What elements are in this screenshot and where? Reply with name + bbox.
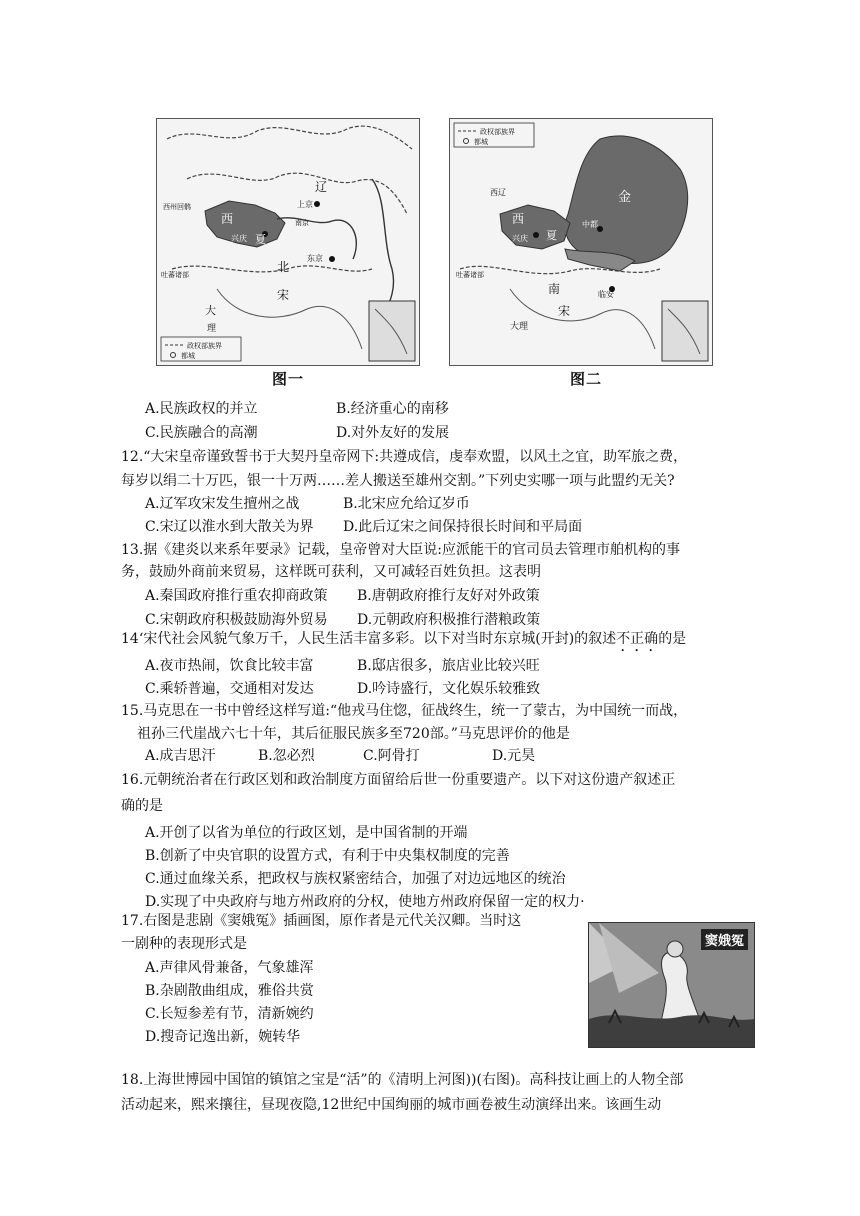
q17-option-d[interactable]: D.搜奇记逸出新，婉转华 [145, 1029, 301, 1045]
map-one-label-dongjing: 东京 [307, 254, 323, 263]
map-one-label-shangjing: 上京 [297, 200, 313, 209]
map-two-label-tubo: 吐蕃诸部 [456, 271, 484, 279]
map-two-label-xiliao: 西辽 [490, 188, 506, 197]
q16-stem-line-1: 16.元朝统治者在行政区划和政治制度方面留给后世一份重要遗产。以下对这份遗产叙述正 [121, 772, 676, 788]
dou-e-illustration-title: 窦娥冤 [701, 929, 748, 950]
q12-option-b[interactable]: B.北宋应允给辽岁币 [343, 496, 470, 512]
q16-stem-line-2: 确的是 [121, 798, 163, 814]
map-two-label-zhongdu: 中都 [582, 220, 598, 229]
q15-stem-line-2: 祖孙三代崖战六七十年，其后征服民族多至720部。”马克思评价的他是 [137, 726, 570, 742]
q12-stem-line-2: 每岁以绢二十万匹，银一十万两……差人搬送至雄州交割。”下列史实哪一项与此盟约无关? [121, 473, 675, 489]
q14-stem-post: 的是 [658, 631, 687, 647]
q15-option-b[interactable]: B.忽必烈 [258, 748, 315, 764]
q11-option-c[interactable]: C.民族融合的高潮 [145, 425, 258, 441]
map-one-label-nanjing: 南京 [295, 219, 309, 227]
q16-option-d[interactable]: D.实现了中央政府与地方州政府的分权，使地方州政府保留一定的权力· [145, 894, 585, 910]
map-two-label-dali: 大理 [510, 322, 529, 332]
map-one-label-tubo: 吐蕃诸部 [161, 271, 189, 279]
q17-option-a[interactable]: A.声律风骨兼备，气象雄浑 [145, 960, 314, 976]
map-one-label-li: 理 [207, 324, 217, 334]
q14-stem-emphasis: 不正确 [616, 631, 659, 647]
q14-option-c[interactable]: C.乘轿普遍，交通相对发达 [145, 681, 314, 697]
map-one-drawing [157, 119, 419, 365]
q18-stem-line-2: 活动起来，熙来攘往，昼现夜隐,12世纪中国绚丽的城市画卷被生动演绎出来。该画生动 [121, 1097, 662, 1113]
q16-option-a[interactable]: A.开创了以省为单位的行政区划，是中国省制的开端 [145, 825, 468, 841]
map-two-label-xingqing: 兴庆 [512, 234, 528, 243]
q17-stem-line-2: 一剧种的表现形式是 [121, 936, 247, 952]
map-one [156, 118, 420, 366]
map-one-label-xia: 夏 [255, 233, 266, 246]
q17-option-b[interactable]: B.杂剧散曲组成，雅俗共赏 [145, 983, 314, 999]
map-one-label-song: 宋 [277, 288, 290, 302]
map-one-label-liao: 辽 [315, 180, 328, 194]
map-two-label-song: 宋 [558, 304, 571, 318]
map-two-label-xia: 夏 [546, 229, 557, 242]
q15-option-c[interactable]: C.阿骨打 [363, 748, 420, 764]
q17-stem-line-1: 17.右图是悲剧《窦娥冤》插画图，原作者是元代关汉卿。当时这 [121, 913, 522, 929]
q11-option-d[interactable]: D.对外友好的发展 [336, 425, 450, 441]
q15-option-a[interactable]: A.成吉思汗 [145, 748, 216, 764]
map-two [449, 118, 713, 366]
map-two-label-nan: 南 [548, 282, 561, 296]
q16-option-b[interactable]: B.创新了中央官职的设置方式，有利于中央集权制度的完善 [145, 848, 510, 864]
q17-option-c[interactable]: C.长短参差有节，清新婉约 [145, 1006, 314, 1022]
q16-option-c[interactable]: C.通过血缘关系，把政权与族权紧密结合，加强了对边远地区的统治 [145, 871, 566, 887]
q12-option-d[interactable]: D.此后辽宋之间保持很长时间和平局面 [343, 519, 583, 535]
q13-option-b[interactable]: B.唐朝政府推行友好对外政策 [357, 588, 540, 604]
map-two-label-jin: 金 [618, 190, 632, 205]
q14-option-d[interactable]: D.吟诗盛行，文化娱乐较雅致 [357, 681, 541, 697]
q14-option-a[interactable]: A.夜市热闹，饮食比较丰富 [145, 658, 314, 674]
map-one-legend-capital: 都城 [181, 352, 195, 360]
q13-option-c[interactable]: C.宋朝政府积极鼓励海外贸易 [145, 612, 328, 628]
q11-option-a[interactable]: A.民族政权的并立 [145, 401, 258, 417]
map-one-label-xi: 西 [221, 212, 234, 226]
map-two-legend-capital: 都城 [474, 138, 488, 146]
map-one-caption: 图一 [272, 370, 305, 388]
q13-option-d[interactable]: D.元朝政府积极推行潜粮政策 [357, 612, 541, 628]
q11-option-b[interactable]: B.经济重心的南移 [336, 401, 449, 417]
dou-e-illustration [588, 922, 755, 1048]
q18-stem-line-1: 18.上海世博园中国馆的镇馆之宝是“活”的《清明上河图))(右图)。高科技让画上的人物全部 [121, 1072, 684, 1088]
map-one-label-xingqing: 兴庆 [231, 234, 247, 243]
map-two-legend-border: 政权部族界 [480, 128, 515, 136]
map-one-label-bei: 北 [277, 260, 290, 274]
map-one-legend-border: 政权部族界 [187, 342, 222, 350]
map-two-caption: 图二 [570, 370, 603, 388]
map-one-label-da: 大 [205, 304, 216, 317]
q13-option-a[interactable]: A.秦国政府推行重农抑商政策 [145, 588, 328, 604]
q12-option-a[interactable]: A.辽军攻宋发生擅州之战 [145, 496, 300, 512]
map-two-label-xi: 西 [512, 212, 525, 226]
q13-stem-line-2: 务，鼓励外商前来贸易，这样既可获利，又可减轻百姓负担。这表明 [121, 564, 541, 580]
q14-stem [121, 629, 741, 655]
q13-stem-line-1: 13.据《建炎以来系年要录》记载，皇帝曾对大臣说:应派能干的官司员去管理市舶机构的事 [121, 542, 680, 558]
q15-option-d[interactable]: D.元昊 [492, 748, 536, 764]
q12-option-c[interactable]: C.宋辽以淮水到大散关为界 [145, 519, 314, 535]
q14-option-b[interactable]: B.邸店很多，旅店业比较兴旺 [357, 658, 540, 674]
q15-stem-line-1: 15.马克思在一书中曾经这样写道:“他戎马住惚，征战终生，统一了蒙古，为中国统一而战， [121, 703, 688, 719]
map-two-drawing [450, 119, 712, 365]
map-two-label-linan: 临安 [598, 290, 614, 299]
q12-stem-line-1: 12.“大宋皇帝谨致誓书于大契丹皇帝网下:共遵成信，虔奉欢盟，以风土之宜，助军旅之费， [121, 449, 688, 465]
map-one-label-xizhou: 西州回鹘 [163, 203, 191, 211]
q14-stem-pre: 14‘宋代社会风貌气象万千，人民生活丰富多彩。以下对当时东京城(开封)的叙述 [121, 631, 617, 647]
